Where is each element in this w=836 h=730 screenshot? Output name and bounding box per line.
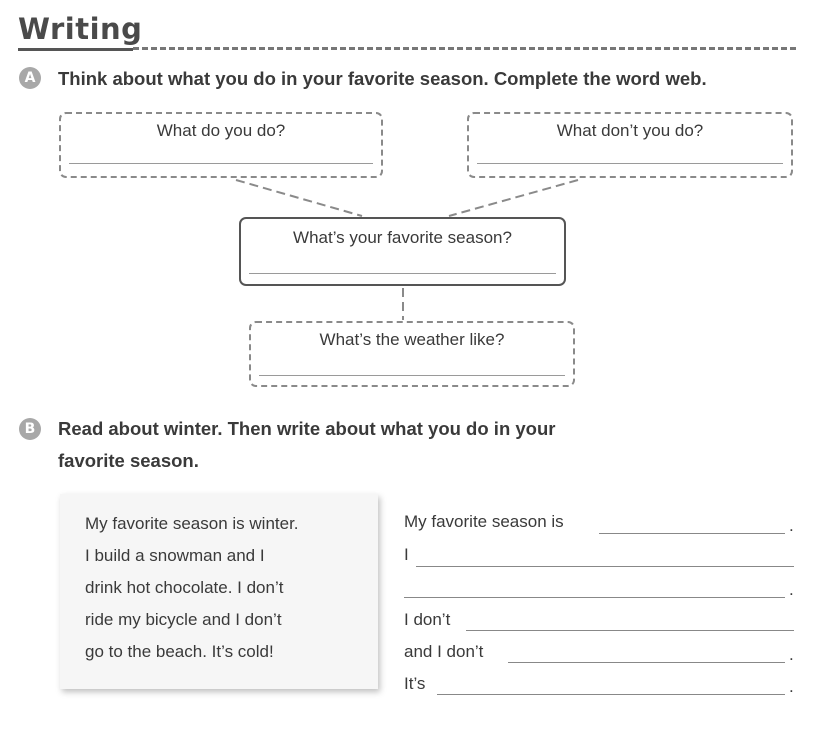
badge-a: A — [19, 67, 41, 89]
web-box-dont — [467, 112, 793, 178]
prompt-i: I — [404, 545, 409, 564]
model-text-line: I build a snowman and I — [85, 546, 265, 565]
prompt-i-dont: I don’t — [404, 610, 451, 629]
web-box-season — [239, 217, 566, 286]
period-3: . — [789, 580, 794, 599]
answer-line-season[interactable] — [249, 273, 556, 274]
prompt-favorite-season: My favorite season is — [404, 512, 564, 531]
period-5: . — [789, 645, 794, 664]
web-question-season: What’s your favorite season? — [293, 228, 512, 247]
web-box-do — [59, 112, 383, 178]
model-text — [85, 508, 365, 668]
web-question-weather: What’s the weather like? — [319, 330, 505, 349]
answer-line-do[interactable] — [69, 163, 373, 164]
period-1: . — [789, 516, 794, 535]
model-text-line: go to the beach. It’s cold! — [85, 642, 274, 661]
badge-b: B — [19, 418, 41, 440]
write-line-5[interactable] — [508, 662, 785, 663]
model-text-line: drink hot chocolate. I don’t — [85, 578, 284, 597]
answer-line-dont[interactable] — [477, 163, 783, 164]
write-line-6[interactable] — [437, 694, 785, 695]
write-line-4[interactable] — [466, 630, 794, 631]
answer-line-weather[interactable] — [259, 375, 565, 376]
prompt-and-i-dont: and I don’t — [404, 642, 484, 661]
web-question-do: What do you do? — [156, 121, 286, 140]
web-question-dont: What don’t you do? — [556, 121, 704, 140]
period-6: . — [789, 677, 794, 696]
prompt-its: It’s — [404, 674, 426, 693]
connector-left — [236, 180, 362, 216]
write-line-3[interactable] — [404, 597, 785, 598]
model-text-line: My favorite season is winter. — [85, 514, 299, 533]
model-text-line: ride my bicycle and I don’t — [85, 610, 282, 629]
part-a-instruction: Think about what you do in your favorite season. Complete the word web. — [58, 68, 707, 89]
section-title: Writing — [18, 12, 143, 46]
connector-right — [449, 180, 578, 216]
part-b-instruction-line1: Read about winter. Then write about what you do in your — [58, 418, 556, 439]
part-b-instruction-line2: favorite season. — [58, 450, 199, 471]
web-box-weather — [249, 321, 575, 387]
write-line-2[interactable] — [416, 566, 794, 567]
write-line-1[interactable] — [599, 533, 785, 534]
